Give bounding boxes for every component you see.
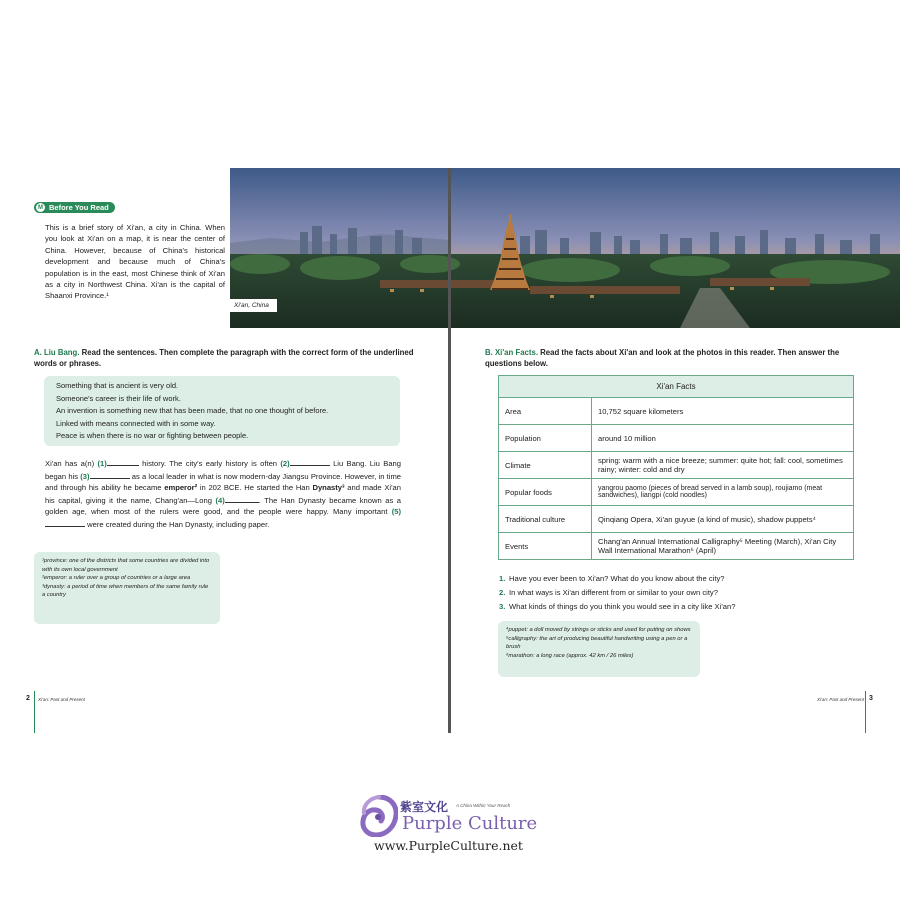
fact-key: Population bbox=[499, 425, 592, 452]
left-page-rule bbox=[34, 691, 35, 733]
blank-number-1: (1) bbox=[97, 459, 107, 468]
blank-number-4: (4) bbox=[215, 495, 225, 505]
vocab-item: Peace is when there is no war or fighting between people. bbox=[56, 431, 249, 441]
fact-value: Chang'an Annual International Calligraphy⁵ Meeting (March), Xi'an City Wall International Marathon⁶ (April) bbox=[592, 533, 854, 560]
blank-4[interactable] bbox=[225, 494, 259, 503]
fact-key: Traditional culture bbox=[499, 506, 592, 533]
purple-culture-logo bbox=[360, 795, 540, 855]
question-text: In what ways is Xi'an different from or similar to your own city? bbox=[509, 588, 718, 597]
blank-1[interactable] bbox=[107, 457, 139, 466]
module-icon: M bbox=[38, 204, 43, 211]
table-title: Xi'an Facts bbox=[499, 376, 854, 398]
para-text: Xi'an has a(n) bbox=[45, 459, 95, 468]
right-page-rule bbox=[865, 691, 866, 733]
para-text: history. The city's early history is often bbox=[142, 459, 278, 468]
footnote-marathon: ⁶marathon: a long race (approx. 42 km / 26 miles) bbox=[506, 652, 634, 659]
fact-key: Area bbox=[499, 398, 592, 425]
section-a-instruction: Read the sentences. Then complete the paragraph with the correct form of the underlined words or phrases. bbox=[34, 348, 414, 368]
footnotes-right bbox=[498, 621, 700, 677]
vocab-item: An invention is something new that has been made, that no one thought of before. bbox=[56, 406, 329, 416]
section-b-instruction: Read the facts about Xi'an and look at the photos in this reader. Then answer the questions below. bbox=[485, 348, 840, 368]
book-gutter bbox=[448, 168, 451, 733]
footnotes-left bbox=[34, 552, 220, 624]
question-number: 3. bbox=[499, 602, 506, 611]
photo-caption: Xi'an, China bbox=[230, 299, 277, 312]
para-text: as a local leader in what is now modern-day Jiangsu Province. However, in time and through his ability he became bbox=[45, 471, 401, 492]
section-b-label: B. Xi'an Facts. bbox=[485, 348, 538, 357]
blank-5[interactable] bbox=[45, 518, 85, 527]
footnote-puppet: ⁴puppet: a doll moved by strings or sticks and used for putting on shows bbox=[506, 627, 691, 633]
para-text: in 202 BCE. He started the Han bbox=[199, 483, 310, 492]
fact-key: Climate bbox=[499, 452, 592, 479]
intro-paragraph: This is a brief story of Xi'an, a city in China. When you look at Xi'an on a map, it is near the center of China. However, because of China's historical development and because much of China's population is in the east, most Chinese think of Xi'an as a city in Northwest China. Xi'an is the capital of Shaanxi Province.¹ bbox=[45, 223, 225, 301]
right-page-number: 3 bbox=[869, 695, 873, 702]
section-a-heading bbox=[34, 347, 424, 369]
before-you-read-label: Before You Read bbox=[49, 203, 109, 212]
left-page-number: 2 bbox=[26, 695, 30, 702]
table-row bbox=[499, 425, 854, 452]
xian-panorama-photo bbox=[230, 168, 900, 328]
blank-2[interactable] bbox=[290, 457, 330, 466]
fact-value: yangrou paomo (pieces of bread served in a lamb soup), roujiamo (meat sandwiches), liangpi (cold noodles) bbox=[592, 479, 854, 506]
vocab-item: Linked with means connected with in some way. bbox=[56, 418, 216, 428]
brand-url: www.PurpleCulture.net bbox=[374, 838, 523, 853]
vocab-item: Something that is ancient is very old. bbox=[56, 381, 179, 390]
fact-key: Events bbox=[499, 533, 592, 560]
vocab-item: Someone's career is their life of work. bbox=[56, 393, 181, 403]
fact-value: Qinqiang Opera, Xi'an guyue (a kind of music), shadow puppets⁴ bbox=[592, 506, 854, 533]
table-row bbox=[499, 452, 854, 479]
question-text: Have you ever been to Xi'an? What do you know about the city? bbox=[509, 574, 725, 583]
blank-number-2: (2) bbox=[280, 459, 290, 468]
table-row bbox=[499, 398, 854, 425]
question-item bbox=[499, 572, 859, 586]
cloze-paragraph bbox=[45, 457, 401, 530]
right-page-title: Xi'an: Past and Present bbox=[817, 697, 864, 702]
fact-value: spring: warm with a nice breeze; summer: quite hot; fall: cool, sometimes rainy; winter: cold and dry bbox=[592, 452, 854, 479]
blank-number-3: (3) bbox=[80, 471, 90, 481]
question-item bbox=[499, 586, 859, 600]
question-number: 2. bbox=[499, 588, 506, 597]
brand-name: Purple Culture bbox=[402, 813, 538, 834]
question-text: What kinds of things do you think you would see in a city like Xi'an? bbox=[509, 602, 736, 611]
table-row bbox=[499, 533, 854, 560]
para-text: . The Han Dynasty became known as a golden age, when most of the rulers were good, and the people were happy. Many important bbox=[45, 495, 401, 516]
fact-value: around 10 million bbox=[592, 425, 854, 452]
brand-tagline: A China Within Your Reach bbox=[456, 803, 511, 808]
left-page-title: Xi'an: Past and Present bbox=[38, 697, 85, 702]
para-text: Liu Bang. Liu Bang began his bbox=[45, 459, 401, 481]
section-b-heading bbox=[485, 347, 865, 369]
footnote-calligraphy: ⁵calligraphy: the art of producing beautiful handwriting using a pen or a brush bbox=[506, 635, 688, 651]
emperor-term: emperor² bbox=[164, 483, 198, 492]
fact-value: 10,752 square kilometers bbox=[592, 398, 854, 425]
xian-facts-table bbox=[498, 375, 854, 560]
question-number: 1. bbox=[499, 574, 506, 583]
brand-chinese-name: 紫室文化 bbox=[400, 800, 449, 814]
table-row bbox=[499, 506, 854, 533]
footnote-emperor: ²emperor: a ruler over a group of countries or a large area bbox=[42, 575, 191, 582]
purple-culture-emblem-icon bbox=[360, 795, 398, 837]
blank-number-5: (5) bbox=[391, 507, 401, 516]
table-row bbox=[499, 479, 854, 506]
fact-key: Popular foods bbox=[499, 479, 592, 506]
questions-list bbox=[499, 572, 859, 614]
question-item bbox=[499, 600, 859, 614]
before-you-read-badge bbox=[34, 202, 115, 213]
section-a-label: A. Liu Bang. bbox=[34, 348, 80, 357]
footnote-dynasty: ³dynasty: a period of time when members of the same family rule a country bbox=[42, 583, 209, 599]
para-text: were created during the Han Dynasty, including paper. bbox=[87, 519, 270, 529]
para-text: and made Xi'an his capital, giving it the name, Chang'an—Long bbox=[45, 483, 401, 505]
dynasty-term: Dynasty³ bbox=[312, 483, 345, 492]
footnote-province: ¹province: one of the districts that some countries are divided into with its own local government bbox=[42, 558, 210, 573]
vocab-box bbox=[44, 376, 400, 446]
blank-3[interactable] bbox=[90, 470, 130, 479]
